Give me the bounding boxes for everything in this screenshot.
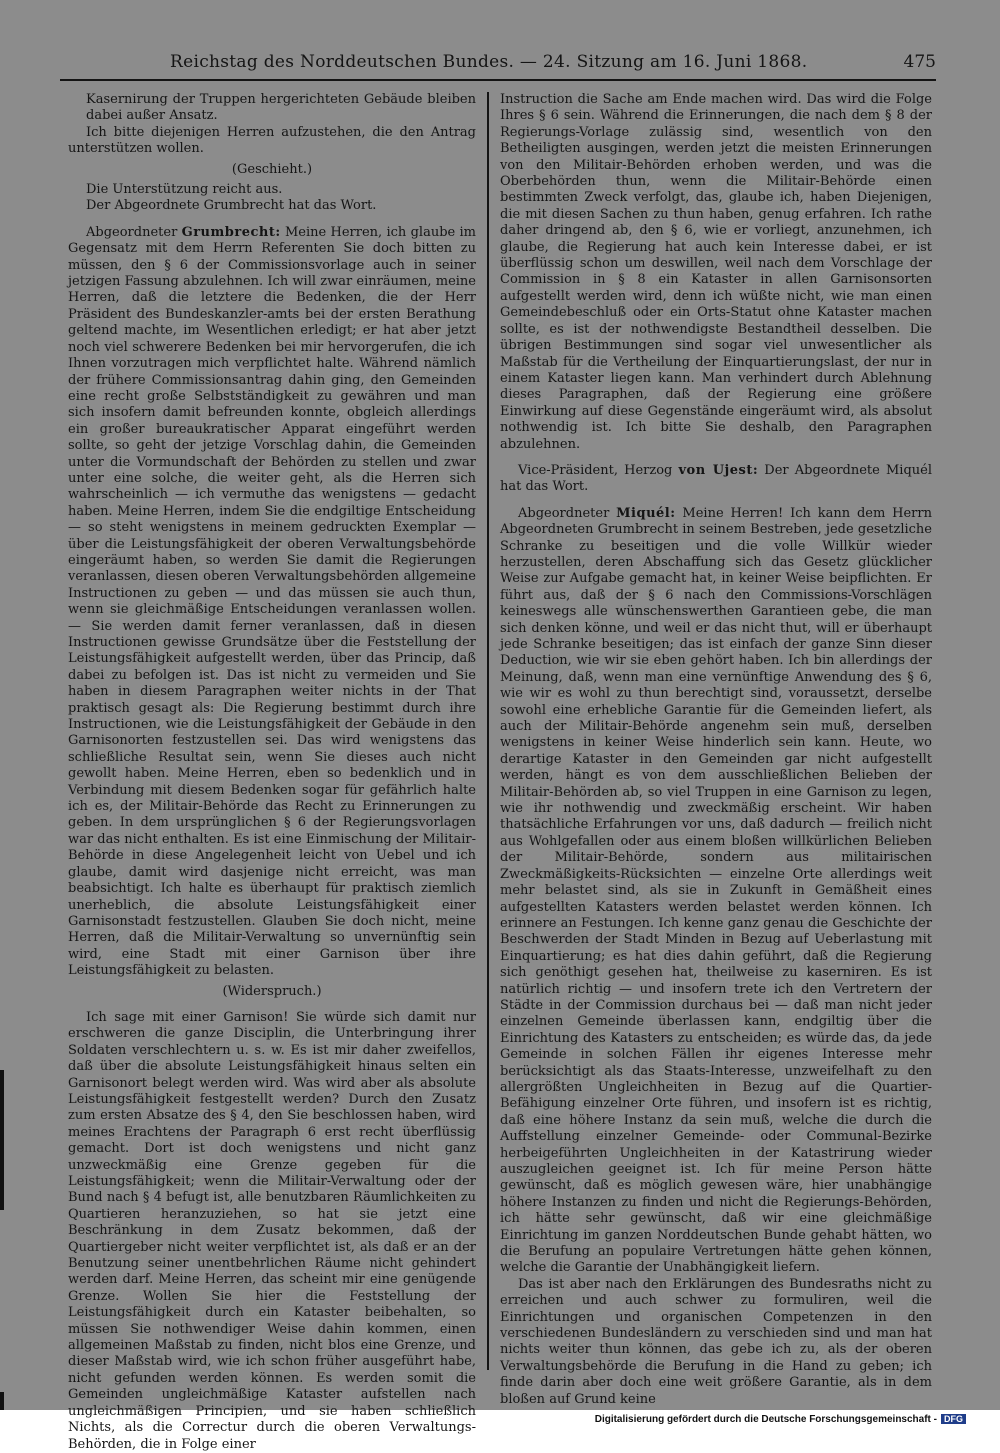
speaker-role: Abgeordneter [86, 224, 178, 240]
speaker-role: Abgeordneter [518, 505, 610, 521]
header-rule [60, 79, 936, 81]
chair-role: Vice-Präsident, Herzog [518, 462, 673, 478]
binding-edge-mark [0, 1070, 4, 1210]
paragraph: Instruction die Sache am Ende machen wird. Das wird die Folge Ihres § 6 sein. Während die Erinnerungen, die nach dem § 8 der Regierungs-Vorlage zulässig sind, wesentlich von den Betheiligten ausgingen, werden jetzt die meisten Erinnerungen von den Militair-Behörden erhoben werden, und was die Oberbehörden thun, wenn die Militair-Behörde einen bestimmten Zweck verfolgt, das, glaube ich, haben Diejenigen, die mit diesen Sachen zu thun haben, genug erfahren. Ich rathe daher dringend ab, den § 6, wie er vorliegt, anzunehmen, ich glaube, die Regierung hat auch kein Interesse dabei, er ist überflüssig schon um deswillen, weil nach dem Vorschlage der Commission in § 8 ein Kataster in allen Garnisonsorten aufgestellt werden wird, denn ich wüßte nicht, wie man einen Gemeindebeschluß oder ein Orts-Statut ohne Kataster machen sollte, es ist der nothwendigste Bestandtheil desselben. Die übrigen Bestimmungen sind sogar viel unwesentlicher als Maßstab für die Vertheilung der Einquartierungslast, der nur in einem Kataster liegen kann. Man verhindert durch Ablehnung dieses Paragraphen, daß der Regierung eine größere Einwirkung auf diese Gegenstände eingeräumt wird, als absolut nothwendig ist. Ich bitte Sie deshalb, den Paragraphen abzulehnen. [500, 92, 932, 452]
paragraph: Die Unterstützung reicht aus. [86, 182, 283, 198]
chair-name: von Ujest: [678, 462, 759, 478]
right-column [500, 92, 932, 1407]
running-title: Reichstag des Norddeutschen Bundes. — 24. Sitzung am 16. Juni 1868. [170, 52, 808, 72]
column-divider [487, 92, 489, 1370]
speaker-name: Miquél: [616, 505, 676, 521]
paragraph: Das ist aber nach den Erklärungen des Bundesraths nicht zu erreichen und auch schwer zu formuliren, weil die Einrichtungen und organischen Competenzen in den verschiedenen Bundesländern zu verschieden sind und man hat nichts weiter thun können, das gebe ich zu, als der oberen Verwaltungsbehörde die Berufung in die Hand zu geben; ich finde darin aber doch eine weit größere Garantie, als in dem bloßen auf Grund keine [500, 1276, 932, 1407]
stage-direction: (Geschieht.) [231, 161, 313, 177]
chair-paragraph [500, 463, 932, 496]
speaker-name: Grumbrecht: [181, 224, 281, 240]
stage-direction: (Widerspruch.) [222, 983, 322, 999]
paragraph: Der Abgeordnete Grumbrecht hat das Wort. [86, 198, 377, 214]
left-column [68, 92, 476, 1452]
paragraph: Ich bitte diejenigen Herren aufzustehen, die den Antrag unterstützen wollen. [68, 124, 476, 157]
paragraph: Kasernirung der Truppen hergerichteten Gebäude bleiben dabei außer Ansatz. [86, 92, 476, 124]
speech-paragraph [500, 506, 932, 1277]
speech-text: Meine Herren, ich glaube im Gegensatz mit dem Herrn Referenten Sie doch bitten zu müssen, den § 6 der Commissionsvorlage auch in seiner jetzigen Fassung abzulehnen. Ich will zwar einräumen, meine Herren, daß die letztere die Bedenken, die der Herr Präsident des Bundeskanzler-amts bei der ersten Berathung geltend machte, im Wesentlichen erledigt; er hat aber jetzt noch viel schwerere Bedenken bei mir hervorgerufen, die ich Ihnen vorzutragen mich verpflichtet halte. Während nämlich der frühere Commissionsantrag dahin ging, den Gemeinden eine recht große Selbstständigkeit zu gewähren und man sich insofern damit befreunden konnte, obgleich allerdings ein großer bureaukratischer Apparat eingeführt werden sollte, so geht der jetzige Vorschlag dahin, die Gemeinden unter die Vormundschaft der Behörden zu stellen und zwar unter eine solche, die weiter geht, als die Herren sich wahrscheinlich — ich vermuthe das wenigstens — gedacht haben. Meine Herren, indem Sie die endgiltige Entscheidung — so steht wenigstens in meinem gedruckten Exemplar — über die Leistungsfähigkeit der oberen Verwaltungsbehörde eingeräumt haben, so werden Sie damit die Regierungen veranlassen, diesen oberen Verwaltungsbehörden allgemeine Instructionen zu geben — und das müssen sie auch thun, wenn sie gleichmäßige Entscheidungen veranlassen wollen. — Sie werden damit ferner veranlassen, daß in diesen Instructionen gewisse Grundsätze über die Feststellung der Leistungsfähigkeit aufgestellt werden, über das Princip, daß dabei zu befolgen ist. Das ist nicht zu vermeiden und Sie haben in diesem Paragraphen weiter nichts in der That praktisch gesagt als: Die Regierung bestimmt durch ihre Instructionen, wie die Leistungsfähigkeit der Gebäude in den Garnisonorten festzustellen sei. Das wird wenigstens das schließliche Resultat sein, wenn Sie dieses auch nicht gewollt haben. Meine Herren, eben so bedenklich und in Verbindung mit diesem Bedenken sogar für gefährlich halte ich es, der Militair-Behörde das Recht zu Erinnerungen zu geben. In dem ursprünglichen § 6 der Regierungsvorlagen war das nicht enthalten. Es ist eine Einmischung der Militair-Behörde in diese Angelegenheit leicht von Uebel und ich glaube, damit wird dasjenige nicht erreicht, was man beabsichtigt. Ich halte es überhaupt für praktisch ziemlich unerheblich, die absolute Leistungsfähigkeit einer Garnisonstadt festzustellen. Glauben Sie doch nicht, meine Herren, daß die Militair-Verwaltung so unvernünftig sein wird, eine Stadt mit einer Garnison über ihre Leistungsfähigkeit zu belasten. [68, 224, 476, 979]
paragraph: Ich sage mit einer Garnison! Sie würde sich damit nur erschweren die ganze Disciplin, die Unterbringung ihrer Soldaten verschlechtern u. s. w. Es ist mir daher zweifellos, daß über die absolute Leistungsfähigkeit hinaus selten ein Garnisonort belegt werden wird. Was wird aber als absolute Leistungsfähigkeit festgestellt werden? Durch den Zusatz zum ersten Absatze des § 4, den Sie beschlossen haben, wird meines Erachtens der Paragraph 6 erst recht überflüssig gemacht. Dort ist doch wenigstens und nicht ganz unzweckmäßig eine Grenze gegeben für die Leistungsfähigkeit; wenn die Militair-Verwaltung oder der Bund nach § 4 befugt ist, alle benutzbaren Räumlichkeiten zu Quartieren heranzuziehen, so hat sie jetzt eine Beschränkung in dem Zusatz bekommen, daß der Quartiergeber nicht weiter verpflichtet ist, als daß er an der Benutzung seiner unentbehrlichen Räume nicht gehindert werden darf. Meine Herren, das scheint mir eine genügende Grenze. Wollen Sie hier die Feststellung der Leistungsfähigkeit durch ein Kataster beibehalten, so müssen Sie nothwendiger Weise dahin kommen, einen allgemeinen Maßstab zu finden, nicht blos eine Grenze, und dieser Maßstab wird, wie ich schon früher ausgeführt habe, nicht gefunden werden können. Es werden somit die Gemeinden ungleichmäßige Kataster aufstellen nach ungleichmäßigen Principien, und sie haben schließlich Nichts, als die Correctur durch die oberen Verwaltungs-Behörden, die in Folge einer [68, 1009, 476, 1452]
digitization-credit [595, 1414, 966, 1425]
page-number: 475 [903, 52, 936, 72]
dfg-logo: DFG [941, 1414, 966, 1424]
chair-text: Der Abgeordnete Miquél hat das Wort. [500, 462, 932, 495]
binding-edge-mark [0, 1392, 4, 1410]
credit-text: Digitalisierung gefördert durch die Deutsche Forschungsgemeinschaft - [594, 1414, 937, 1425]
speech-paragraph [68, 225, 476, 980]
speech-text: Meine Herren! Ich kann dem Herrn Abgeordneten Grumbrecht in seinem Bestreben, jede gesetzliche Schranke zu beseitigen und die volle Willkür wieder herzustellen, deren Abschaffung sich das Gesetz glücklicher Weise zur Aufgabe gemacht hat, in keiner Weise beipflichten. Er führt aus, daß der § 6 nach den Commissions-Vorschlägen keineswegs alle wünschenswerthen Garantieen gebe, die man sich denken könne, und weil er das nicht thut, will er überhaupt jede Schranke beseitigen; das ist einfach der ganze Sinn dieser Deduction, wie wir sie eben gehört haben. Ich bin allerdings der Meinung, daß, wenn man eine vernünftige Anwendung des § 6, wie wir es wohl zu thun berechtigt sind, voraussetzt, derselbe sowohl eine erhebliche Garantie für die Gemeinden liefert, als auch der Militair-Behörde angenehm sein muß, derselben wenigstens in keiner Weise hinderlich sein kann. Heute, wo derartige Kataster in den Gemeinden gar nicht aufgestellt werden, hängt es von dem ausschließlichen Belieben der Militair-Behörden ab, so viel Truppen in eine Garnison zu legen, wie ihr nothwendig und zweckmäßig erscheint. Wir haben thatsächliche Erfahrungen vor uns, daß dadurch — freilich nicht aus Wohlgefallen oder aus einem bloßen willkürlichen Belieben der Militair-Behörde, sondern aus militairischen Zweckmäßigkeits-Rücksichten — einzelne Orte allerdings weit mehr belastet sind, als sie in Zukunft in Gemäßheit eines aufgestellten Katasters werden belastet werden können. Ich erinnere an Festungen. Ich kenne ganz genau die Geschichte der Beschwerden der Stadt Minden in Bezug auf Ueberlastung mit Einquartierung; es hat dies dahin geführt, daß die Regierung sich genöthigt gesehen hat, theilweise zu kaserniren. Es ist natürlich richtig — und insofern trete ich den Vertretern der Städte in der Commission durchaus bei — daß man nicht jeder einzelnen Gemeinde überlassen kann, endgiltig über die Einrichtung des Katasters zu entscheiden; es würde das, da jede Gemeinde in solchen Fällen ihr eigenes Interesse mehr berücksichtigt als das Staats-Interesse, unzweifelhaft zu den allergrößten Ungleichheiten in Bezug auf die Quartier-Befähigung einzelner Orte führen, und insofern ist es richtig, daß eine höhere Instanz da sein muß, welche die durch die Auffstellung einzelner Gemeinde- oder Communal-Bezirke herbeigeführten Ungleichheiten in der Katastrirung wieder auszugleichen geeignet ist. Ich für meine Person hätte gewünscht, daß es möglich gewesen wäre, hier unabhängige höhere Instanzen zu finden und nicht die Regierungs-Behörden, ich hätte sehr gewünscht, daß wir eine gleichmäßige Einrichtung im ganzen Norddeutschen Bunde gehabt hätten, wo die Berufung an populaire Vertretungen hätte gehen können, welche die Garantie der Unabhängigkeit liefern. [500, 505, 932, 1276]
page-header [60, 52, 936, 78]
